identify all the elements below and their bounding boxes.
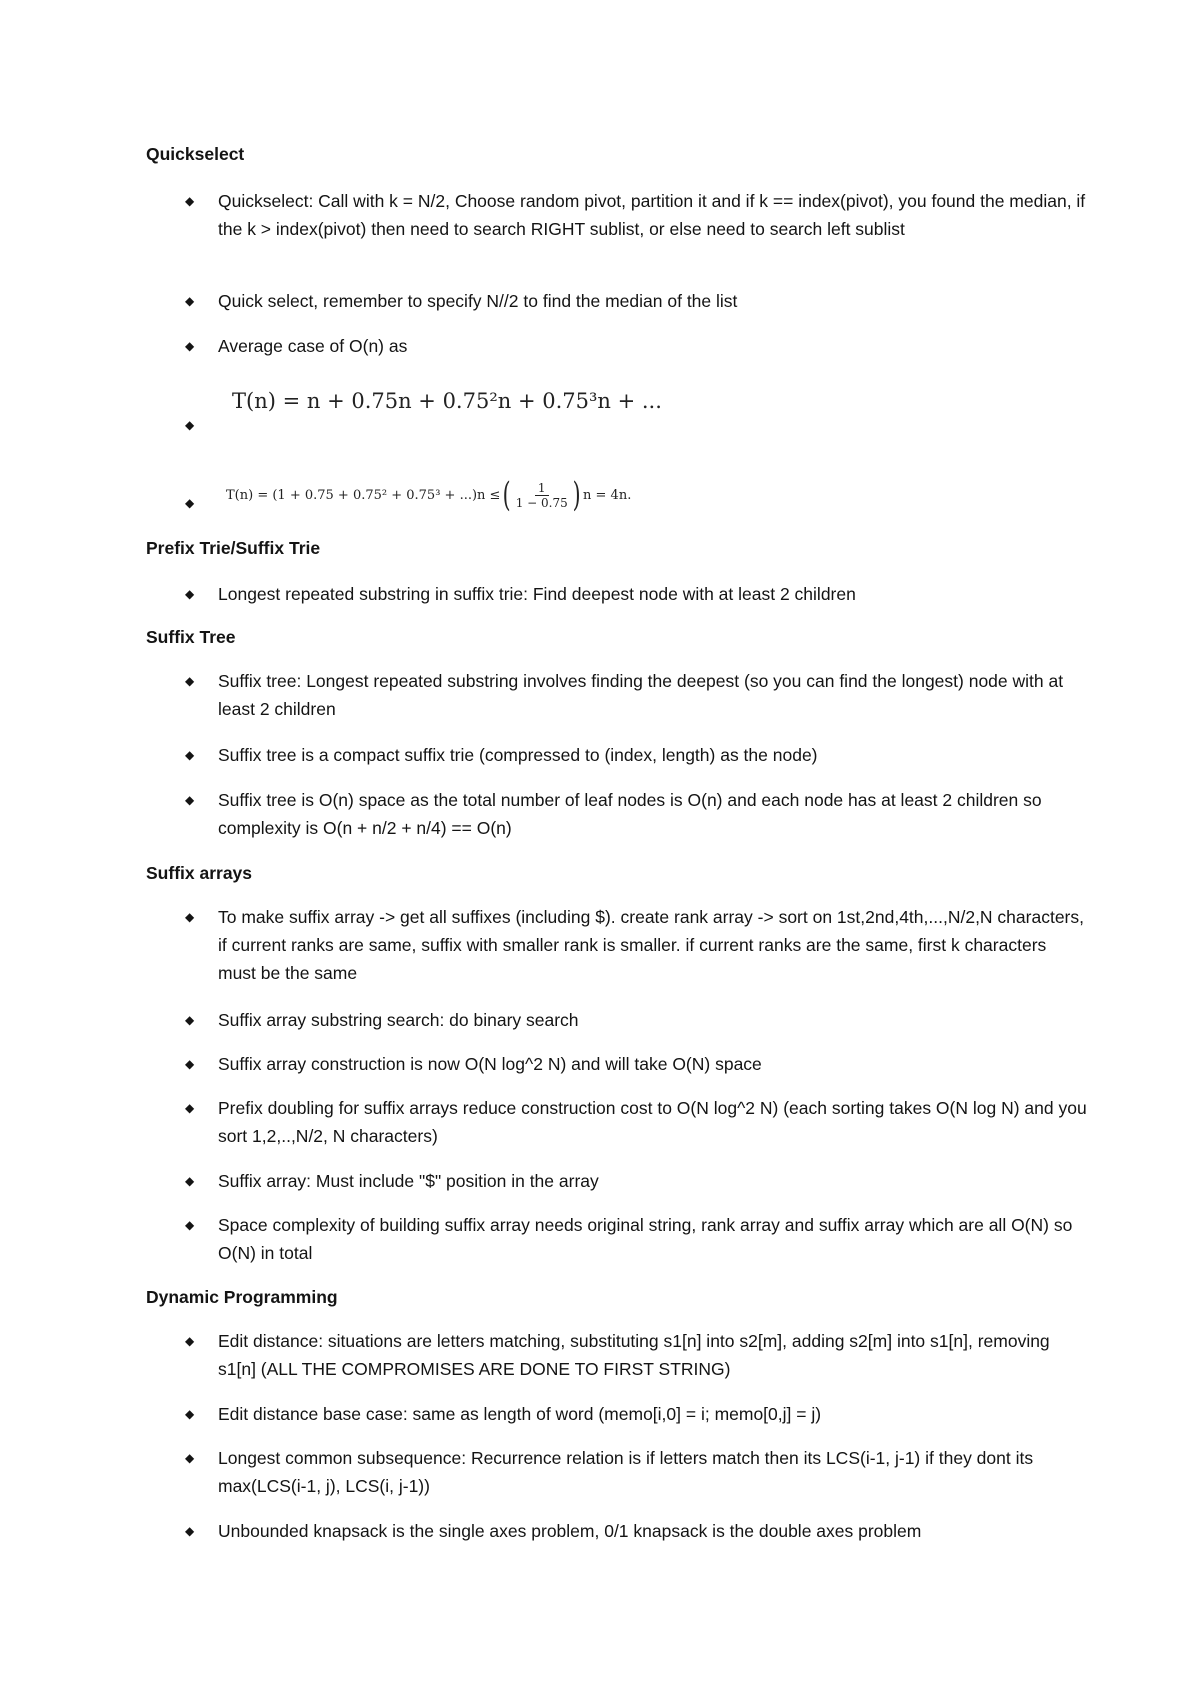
bullet-icon: ◆ bbox=[185, 748, 195, 762]
fraction-numerator: 1 bbox=[535, 481, 549, 496]
equation-geometric-sum bbox=[226, 475, 632, 515]
list-item-text: Suffix array construction is now O(N log^2 N) and will take O(N) space bbox=[218, 1054, 762, 1074]
list-item-text: Edit distance: situations are letters matching, substituting s1[n] into s2[m], adding s2[m] into s1[n], removing s1[n] (ALL THE COMPROMISES ARE DONE TO FIRST STRING) bbox=[218, 1331, 1050, 1379]
list-item-text: Prefix doubling for suffix arrays reduce construction cost to O(N log^2 N) (each sorting takes O(N log N) and you sort 1,2,..,N/2, N characters) bbox=[218, 1098, 1087, 1146]
paren-close: ) bbox=[572, 475, 581, 515]
bullet-icon: ◆ bbox=[185, 339, 195, 353]
section-heading-quickselect: Quickselect bbox=[146, 144, 245, 164]
list-item-text: Quickselect: Call with k = N/2, Choose random pivot, partition it and if k == index(pivot), you found the median, if the k > index(pivot) then need to search RIGHT sublist, or else need to search left sublist bbox=[218, 191, 1086, 239]
equation-right: n = 4n. bbox=[583, 487, 632, 503]
bullet-icon: ◆ bbox=[185, 294, 195, 308]
bullet-icon: ◆ bbox=[185, 587, 195, 601]
bullet-icon: ◆ bbox=[185, 418, 195, 432]
bullet-icon: ◆ bbox=[185, 1451, 195, 1465]
list-item-text: Longest common subsequence: Recurrence relation is if letters match then its LCS(i-1, j-1) if they dont its max(LCS(i-1, j), LCS(i, j-1)) bbox=[218, 1448, 1034, 1496]
list-item-text: Edit distance base case: same as length of word (memo[i,0] = i; memo[0,j] = j) bbox=[218, 1404, 822, 1424]
bullet-icon: ◆ bbox=[185, 910, 195, 924]
bullet-icon: ◆ bbox=[185, 1407, 195, 1421]
paren-open: ( bbox=[503, 475, 512, 515]
equation-left: T(n) = (1 + 0.75 + 0.75² + 0.75³ + ...)n ≤ bbox=[226, 487, 501, 503]
bullet-icon: ◆ bbox=[185, 1057, 195, 1071]
bullet-icon: ◆ bbox=[185, 674, 195, 688]
list-item-text: Suffix tree is O(n) space as the total number of leaf nodes is O(n) and each node has at least 2 children so complexity is O(n + n/2 + n/4) == O(n) bbox=[218, 790, 1042, 838]
list-item-text: Space complexity of building suffix array needs original string, rank array and suffix array which are all O(N) so O(N) in total bbox=[218, 1215, 1073, 1263]
list-item-text: Suffix array substring search: do binary search bbox=[218, 1010, 579, 1030]
bullet-icon: ◆ bbox=[185, 1101, 195, 1115]
bullet-icon: ◆ bbox=[185, 1218, 195, 1232]
list-item-text: Suffix tree: Longest repeated substring involves finding the deepest (so you can find the longest) node with at least 2 children bbox=[218, 671, 1064, 719]
bullet-icon: ◆ bbox=[185, 1334, 195, 1348]
list-item-text: Average case of O(n) as bbox=[218, 336, 408, 356]
list-item-text: Unbounded knapsack is the single axes problem, 0/1 knapsack is the double axes problem bbox=[218, 1521, 922, 1541]
bullet-icon: ◆ bbox=[185, 793, 195, 807]
list-item-text: Suffix tree is a compact suffix trie (compressed to (index, length) as the node) bbox=[218, 745, 818, 765]
list-item-text: Quick select, remember to specify N//2 to find the median of the list bbox=[218, 291, 738, 311]
section-heading-prefix-trie: Prefix Trie/Suffix Trie bbox=[146, 538, 321, 558]
bullet-icon: ◆ bbox=[185, 1174, 195, 1188]
fraction bbox=[516, 481, 568, 510]
equation-recurrence: T(n) = n + 0.75n + 0.75²n + 0.75³n + ... bbox=[232, 389, 662, 413]
bullet-icon: ◆ bbox=[185, 1013, 195, 1027]
section-heading-suffix-tree: Suffix Tree bbox=[146, 627, 236, 647]
section-heading-dynamic-programming: Dynamic Programming bbox=[146, 1287, 338, 1307]
bullet-icon: ◆ bbox=[185, 1524, 195, 1538]
bullet-icon: ◆ bbox=[185, 496, 195, 510]
bullet-icon: ◆ bbox=[185, 194, 195, 208]
fraction-denominator: 1 − 0.75 bbox=[515, 495, 568, 510]
list-item-text: To make suffix array -> get all suffixes (including $). create rank array -> sort on 1st,2nd,4th,...,N/2,N characters, if current ranks are same, suffix with smaller rank is smaller. if current ranks are the same, first k characters must be the same bbox=[218, 907, 1084, 983]
section-heading-suffix-arrays: Suffix arrays bbox=[146, 863, 253, 883]
list-item-text: Suffix array: Must include "$" position in the array bbox=[218, 1171, 599, 1191]
list-item-text: Longest repeated substring in suffix trie: Find deepest node with at least 2 children bbox=[218, 584, 856, 604]
